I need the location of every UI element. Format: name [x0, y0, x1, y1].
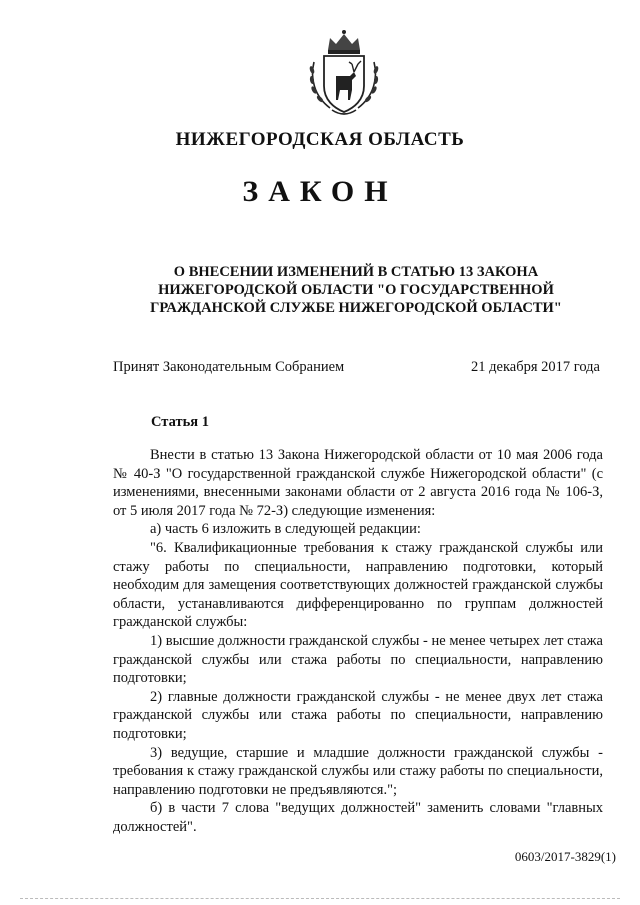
article-heading: Статья 1 [151, 414, 209, 430]
paragraph-part-6: "6. Квалификационные требования к стажу гражданской службы или стажу работы по специальности, направлению подготовки, который необходим для замещения соответствующих должностей гражданской службы области, устанавливаются дифференцированно по группам должностей гражданской службы: [113, 539, 603, 631]
adopted-by-text: Принят Законодательным Собранием [113, 359, 345, 375]
adoption-date: 21 декабря 2017 года [471, 359, 600, 375]
document-type-heading: ЗАКОН [242, 175, 398, 208]
paragraph-item-a: а) часть 6 изложить в следующей редакции: [150, 521, 421, 538]
region-name: НИЖЕГОРОДСКАЯ ОБЛАСТЬ [175, 129, 465, 150]
law-title-line: ГРАЖДАНСКОЙ СЛУЖБЕ НИЖЕГОРОДСКОЙ ОБЛАСТИ" [150, 300, 562, 316]
scan-edge-divider [20, 898, 620, 899]
law-title-line: О ВНЕСЕНИИ ИЗМЕНЕНИЙ В СТАТЬЮ 13 ЗАКОНА [173, 264, 539, 280]
paragraph-point-1: 1) высшие должности гражданской службы - не менее четырех лет стажа гражданской службы или стажа работы по специальности, направлению подготовки; [113, 632, 603, 687]
law-title [0, 263, 640, 317]
paragraph-point-3: 3) ведущие, старшие и младшие должности гражданской службы - требования к стажу гражданской службы или стажу работы по специальности, направлению подготовки не предъявляются."; [113, 744, 603, 798]
law-title-line: НИЖЕГОРОДСКОЙ ОБЛАСТИ "О ГОСУДАРСТВЕННОЙ [158, 282, 554, 298]
paragraph-item-b: б) в части 7 слова "ведущих должностей" заменить словами "главных должностей". [113, 800, 603, 835]
paragraph-intro: Внести в статью 13 Закона Нижегородской области от 10 мая 2006 года № 40-З "О государственной гражданской службе Нижегородской области" (с изменениями, внесенными законами области от 2 августа 2016 года № 106-З, от 5 июля 2017 года № 72-З) следующие изменения: [113, 447, 603, 519]
registration-number: 0603/2017-3829(1) [514, 849, 616, 864]
paragraph-point-2: 2) главные должности гражданской службы - не менее двух лет стажа гражданской службы или стажа работы по специальности, направлению подготовки; [113, 688, 603, 742]
coat-of-arms-icon [300, 28, 388, 120]
article-body [113, 446, 603, 836]
